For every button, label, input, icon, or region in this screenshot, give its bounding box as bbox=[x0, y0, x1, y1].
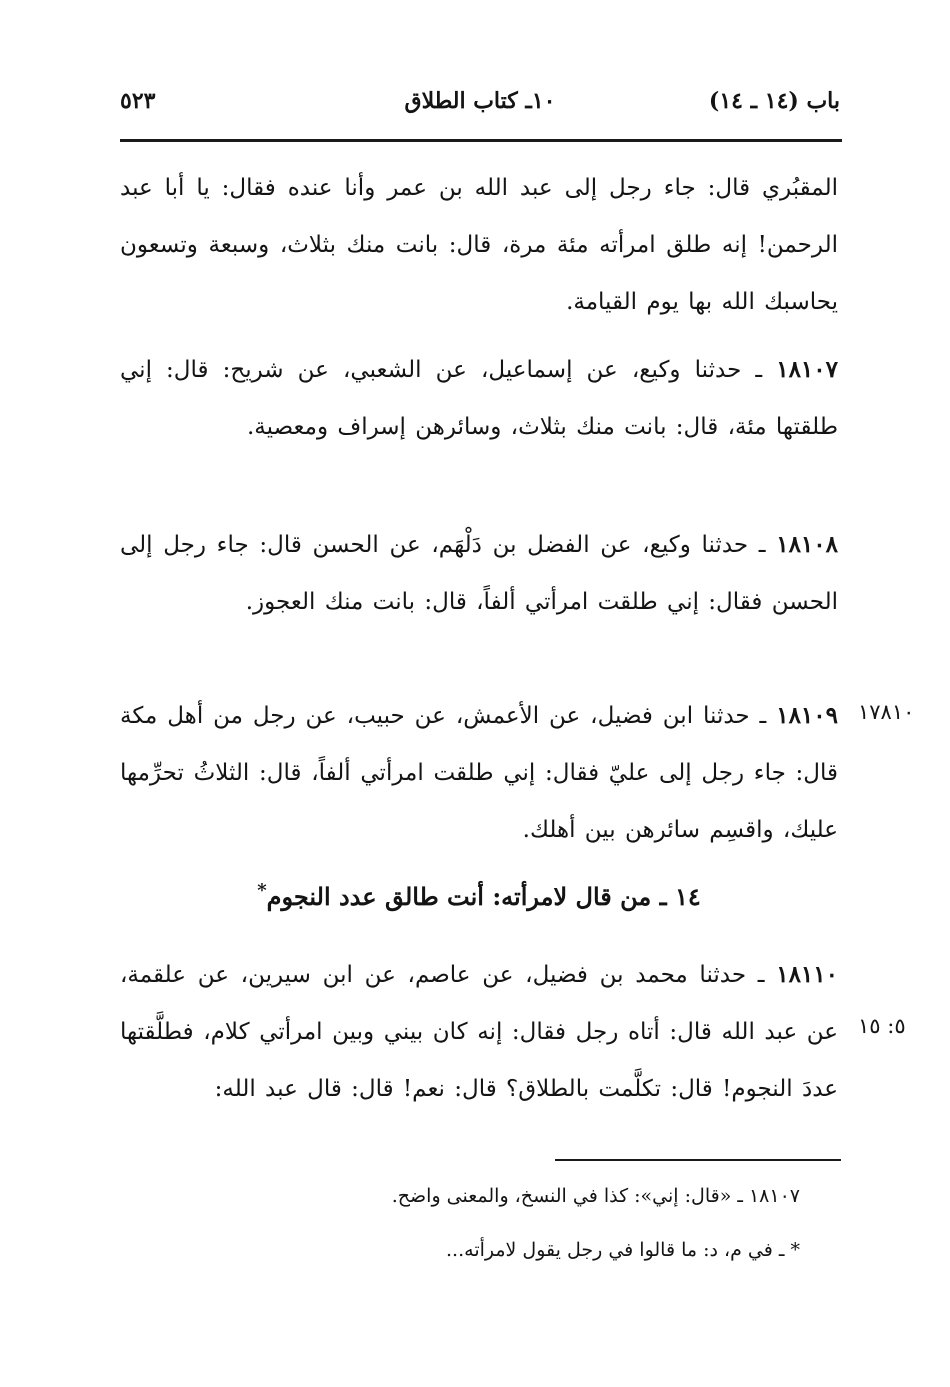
hadith-18107 bbox=[120, 341, 838, 456]
margin-ref-5-15: ٥: ١٥ bbox=[858, 1014, 906, 1038]
section-heading bbox=[120, 880, 838, 911]
paragraph-text: ـ حدثنا وكيع، عن إسماعيل، عن الشعبي، عن شريح: قال: إني طلقتها مئة، قال: بانت منك بثلاث، وسائرهن إسراف ومعصية. bbox=[120, 357, 838, 440]
running-header bbox=[120, 88, 840, 128]
hadith-18108 bbox=[120, 516, 838, 631]
footnote-star-note: * ـ في م، د: ما قالوا في رجل يقول لامرأته... bbox=[446, 1239, 800, 1261]
hadith-18109 bbox=[120, 687, 838, 859]
hadith-number: ١٨١٠٧ bbox=[776, 356, 838, 383]
footnote-star: * bbox=[257, 880, 267, 901]
hadith-number: ١٨١٠٩ bbox=[776, 702, 838, 729]
paragraph-continuation bbox=[120, 160, 838, 331]
paragraph-text: ـ حدثنا وكيع، عن الفضل بن دَلْهَم، عن الحسن قال: جاء رجل إلى الحسن فقال: إني طلقت امرأتي ألفاً، قال: بانت منك العجوز. bbox=[120, 532, 838, 615]
hadith-number: ١٨١١٠ bbox=[776, 961, 838, 988]
section-heading-text: ١٤ ـ من قال لامرأته: أنت طالق عدد النجوم bbox=[266, 882, 701, 911]
hadith-number: ١٨١٠٨ bbox=[776, 531, 838, 558]
header-rule bbox=[120, 139, 842, 142]
chapter-range: باب (١٤ ـ ١٤) bbox=[708, 88, 840, 114]
margin-ref-17810: ١٧٨١٠ bbox=[858, 700, 915, 724]
hadith-18110 bbox=[120, 946, 838, 1118]
footnote-rule bbox=[555, 1159, 841, 1161]
paragraph-text: ـ حدثنا محمد بن فضيل، عن عاصم، عن ابن سيرين، عن علقمة، عن عبد الله قال: أتاه رجل فقال: إنه كان بيني وبين امرأتي كلام، فطلَّقتها عددَ النجوم! قال: تكلَّمت بالطلاق؟ قال: نعم! قال: قال عبد الله: bbox=[120, 962, 838, 1102]
paragraph-text: المقبُري قال: جاء رجل إلى عبد الله بن عمر وأنا عنده فقال: يا أبا عبد الرحمن! إنه طلق امرأته مئة مرة، قال: بانت منك بثلاث، وسبعة وتسعون يحاسبك الله بها يوم القيامة. bbox=[120, 175, 838, 315]
page-number: ٥٢٣ bbox=[120, 88, 156, 114]
paragraph-text: ـ حدثنا ابن فضيل، عن الأعمش، عن حبيب، عن رجل من أهل مكة قال: جاء رجل إلى عليّ فقال: إني طلقت امرأتي ألفاً، قال: الثلاثُ تحرِّمها عليك، واقسِم سائرهن بين أهلك. bbox=[120, 703, 838, 843]
book-title: ١٠ـ كتاب الطلاق bbox=[404, 88, 556, 114]
footnote-18107: ١٨١٠٧ ـ «قال: إني»: كذا في النسخ، والمعنى واضح. bbox=[391, 1185, 800, 1207]
